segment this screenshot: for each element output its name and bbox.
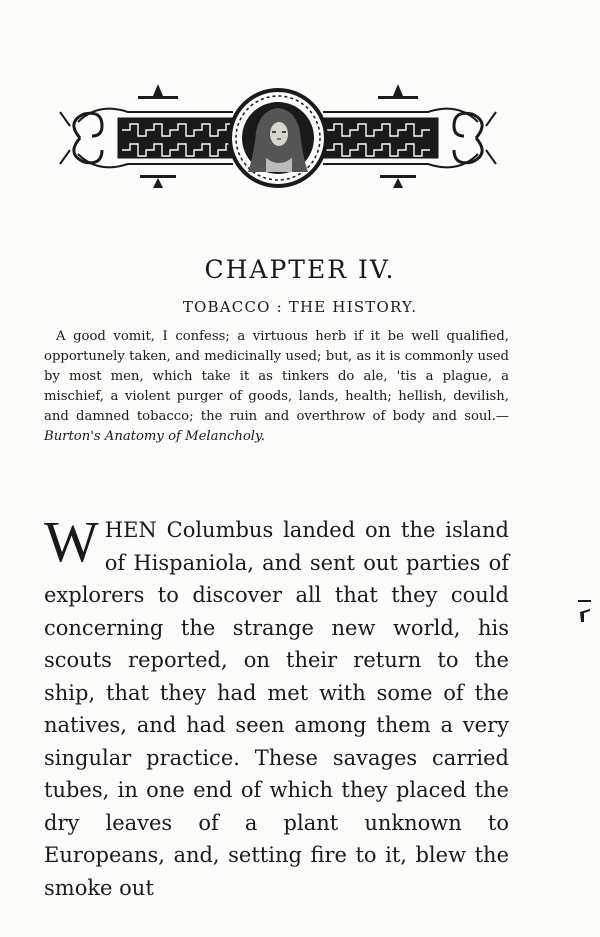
body-text: HEN Columbus landed on the island of Hispaniola, and sent out parties of explorers to discover all that they could concerning the strange new world, his scouts reported, on their return to the ship, that they had met with some of the natives, and had seen among them a very singular practice. These savages carried tubes, in one end of which they placed the dry leaves of a plant unknown to Europeans, and, setting fire to it, blew the smoke out [44,518,509,900]
epigraph-citation: Burton's Anatomy of Melancholy. [44,429,265,444]
epigraph-text: A good vomit, I confess; a virtuous herb if it be well qualified, opportunely taken, and medicinally used; but, as it is commonly used by most men, which take it as tinkers do ale, 'tis a plague, a mischief, a violent purger of goods, lands, health; hellish, devilish, and damned tobacco; the ruin and overthrow of body and soul.— [44,329,509,424]
drop-cap: W [44,509,99,574]
chapter-subtitle: TOBACCO : THE HISTORY. [182,298,418,316]
epigraph [44,327,509,447]
chapter-title: CHAPTER IV. [204,255,396,284]
margin-mark-icon [578,598,592,624]
decorative-headpiece-icon [58,82,498,192]
body-paragraph [44,509,509,904]
